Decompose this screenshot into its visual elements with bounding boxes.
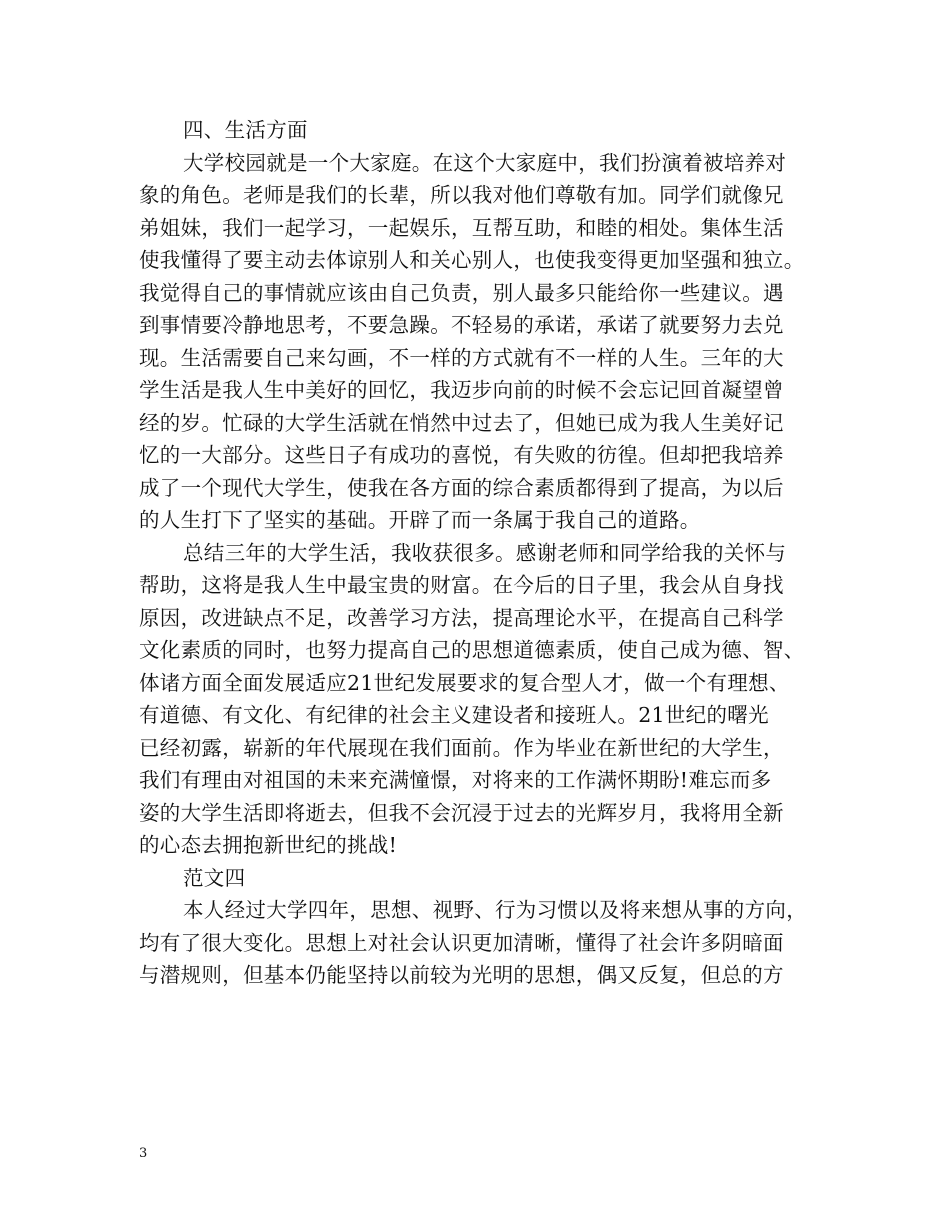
- text-line: 的人生打下了坚实的基础。开辟了而一条属于我自己的道路。: [139, 508, 701, 532]
- text-line: 范文四: [183, 865, 246, 890]
- text-line: 已经初露，崭新的年代展现在我们面前。作为毕业在新世纪的大学生，: [139, 735, 784, 760]
- text-line: 姿的大学生活即将逝去，但我不会沉浸于过去的光辉岁月，我将用全新: [139, 800, 784, 825]
- text-line: 象的角色。老师是我们的长辈，所以我对他们尊敬有加。同学们就像兄: [139, 183, 784, 207]
- text-line: 四、生活方面: [183, 118, 308, 142]
- text-line: 现。生活需要自己来勾画，不一样的方式就有不一样的人生。三年的大: [139, 345, 784, 370]
- text-line: 总结三年的大学生活，我收获很多。感谢老师和同学给我的关怀与: [183, 540, 787, 565]
- page-number: 3: [139, 1146, 148, 1161]
- text-line: 大学校园就是一个大家庭。在这个大家庭中，我们扮演着被培养对: [183, 150, 787, 175]
- document-body: [139, 114, 827, 992]
- text-line: 帮助，这将是我人生中最宝贵的财富。在今后的日子里，我会从自身找: [139, 573, 784, 597]
- text-line: 的心态去拥抱新世纪的挑战!: [139, 833, 398, 857]
- text-line: 弟姐妹，我们一起学习，一起娱乐，互帮互助，和睦的相处。集体生活: [139, 215, 784, 240]
- text-line: 原因，改进缺点不足，改善学习方法，提高理论水平，在提高自己科学: [139, 605, 784, 630]
- text-line: 忆的一大部分。这些日子有成功的喜悦，有失败的彷徨。但却把我培养: [139, 443, 784, 467]
- text-line: 本人经过大学四年，思想、视野、行为习惯以及将来想从事的方向，: [183, 898, 807, 922]
- text-line: 经的岁。忙碌的大学生活就在悄然中过去了，但她已成为我人生美好记: [139, 410, 784, 435]
- text-line: 到事情要冷静地思考，不要急躁。不轻易的承诺，承诺了就要努力去兑: [139, 313, 784, 337]
- text-line: 我们有理由对祖国的未来充满憧憬，对将来的工作满怀期盼!难忘而多: [139, 768, 772, 792]
- text-line: 均有了很大变化。思想上对社会认识更加清晰，懂得了社会许多阴暗面: [139, 930, 784, 955]
- text-line: 有道德、有文化、有纪律的社会主义建设者和接班人。21世纪的曙光: [139, 703, 769, 727]
- text-line: 成了一个现代大学生，使我在各方面的综合素质都得到了提高，为以后: [139, 475, 784, 500]
- text-line: 学生活是我人生中美好的回忆，我迈步向前的时候不会忘记回首凝望曾: [139, 378, 784, 402]
- text-line: 我觉得自己的事情就应该由自己负责，别人最多只能给你一些建议。遇: [139, 280, 784, 305]
- text-line: 文化素质的同时，也努力提高自己的思想道德素质，使自己成为德、智、: [139, 638, 805, 662]
- text-line: 使我懂得了要主动去体谅别人和关心别人，也使我变得更加坚强和独立。: [139, 248, 805, 272]
- text-line: 与潜规则，但基本仍能坚持以前较为光明的思想，偶又反复，但总的方: [139, 963, 784, 987]
- text-line: 体诸方面全面发展适应21世纪发展要求的复合型人才，做一个有理想、: [139, 670, 790, 695]
